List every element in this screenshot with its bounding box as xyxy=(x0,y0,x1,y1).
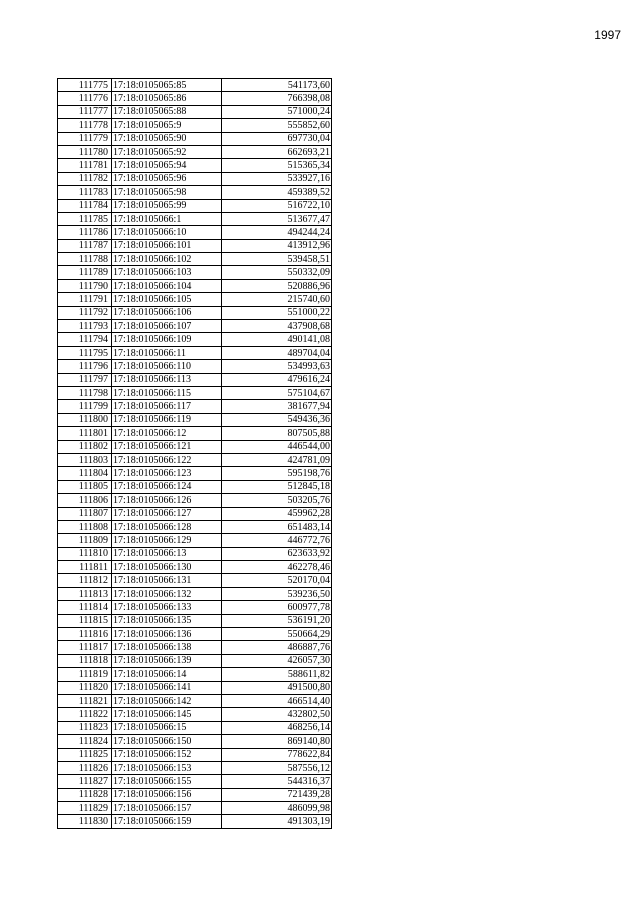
cadastral-number-cell: 17:18:0105066:14 xyxy=(112,668,222,681)
cadastral-number-cell: 17:18:0105066:129 xyxy=(112,534,222,547)
cadastral-number-cell: 17:18:0105066:155 xyxy=(112,775,222,788)
table-row xyxy=(58,413,332,426)
row-number-cell: 111787 xyxy=(58,239,112,252)
cadastral-number-cell: 17:18:0105066:102 xyxy=(112,253,222,266)
value-cell: 424781,09 xyxy=(222,453,332,466)
row-number-cell: 111824 xyxy=(58,735,112,748)
row-number-cell: 111819 xyxy=(58,668,112,681)
row-number-cell: 111817 xyxy=(58,641,112,654)
value-cell: 588611,82 xyxy=(222,668,332,681)
value-cell: 551000,22 xyxy=(222,306,332,319)
cadastral-number-cell: 17:18:0105066:139 xyxy=(112,654,222,667)
value-cell: 215740,60 xyxy=(222,293,332,306)
cadastral-number-cell: 17:18:0105066:159 xyxy=(112,815,222,828)
row-number-cell: 111830 xyxy=(58,815,112,828)
table-row xyxy=(58,266,332,279)
table-row xyxy=(58,708,332,721)
row-number-cell: 111791 xyxy=(58,293,112,306)
table-row xyxy=(58,293,332,306)
row-number-cell: 111775 xyxy=(58,79,112,92)
cadastral-number-cell: 17:18:0105065:99 xyxy=(112,199,222,212)
value-cell: 489704,04 xyxy=(222,346,332,359)
cadastral-number-cell: 17:18:0105066:123 xyxy=(112,467,222,480)
cadastral-number-cell: 17:18:0105066:152 xyxy=(112,748,222,761)
row-number-cell: 111806 xyxy=(58,494,112,507)
cadastral-number-cell: 17:18:0105066:119 xyxy=(112,413,222,426)
value-cell: 486887,76 xyxy=(222,641,332,654)
value-cell: 437908,68 xyxy=(222,320,332,333)
cadastral-number-cell: 17:18:0105066:157 xyxy=(112,802,222,815)
row-number-cell: 111779 xyxy=(58,132,112,145)
cadastral-number-cell: 17:18:0105065:96 xyxy=(112,172,222,185)
cadastral-number-cell: 17:18:0105066:124 xyxy=(112,480,222,493)
value-cell: 651483,14 xyxy=(222,520,332,533)
cadastral-number-cell: 17:18:0105066:126 xyxy=(112,494,222,507)
row-number-cell: 111792 xyxy=(58,306,112,319)
value-cell: 550664,29 xyxy=(222,628,332,641)
data-table-container xyxy=(57,78,332,829)
row-number-cell: 111798 xyxy=(58,386,112,399)
value-cell: 555852,60 xyxy=(222,119,332,132)
table-row xyxy=(58,79,332,92)
cadastral-number-cell: 17:18:0105066:145 xyxy=(112,708,222,721)
table-row xyxy=(58,453,332,466)
value-cell: 486099,98 xyxy=(222,802,332,815)
table-row xyxy=(58,373,332,386)
table-row xyxy=(58,119,332,132)
table-row xyxy=(58,628,332,641)
table-row xyxy=(58,145,332,158)
table-row xyxy=(58,507,332,520)
row-number-cell: 111802 xyxy=(58,440,112,453)
value-cell: 766398,08 xyxy=(222,92,332,105)
cadastral-number-cell: 17:18:0105065:98 xyxy=(112,186,222,199)
value-cell: 520170,04 xyxy=(222,574,332,587)
cadastral-number-cell: 17:18:0105065:94 xyxy=(112,159,222,172)
cadastral-number-cell: 17:18:0105066:153 xyxy=(112,761,222,774)
page-number: 1997 xyxy=(594,28,621,42)
row-number-cell: 111799 xyxy=(58,400,112,413)
row-number-cell: 111826 xyxy=(58,761,112,774)
row-number-cell: 111786 xyxy=(58,226,112,239)
row-number-cell: 111812 xyxy=(58,574,112,587)
table-row xyxy=(58,480,332,493)
table-row xyxy=(58,534,332,547)
table-row xyxy=(58,802,332,815)
row-number-cell: 111810 xyxy=(58,547,112,560)
table-row xyxy=(58,306,332,319)
row-number-cell: 111818 xyxy=(58,654,112,667)
row-number-cell: 111789 xyxy=(58,266,112,279)
table-row xyxy=(58,494,332,507)
value-cell: 544316,37 xyxy=(222,775,332,788)
table-row xyxy=(58,159,332,172)
value-cell: 459389,52 xyxy=(222,186,332,199)
table-row xyxy=(58,721,332,734)
row-number-cell: 111784 xyxy=(58,199,112,212)
row-number-cell: 111781 xyxy=(58,159,112,172)
table-row xyxy=(58,694,332,707)
row-number-cell: 111777 xyxy=(58,105,112,118)
cadastral-number-cell: 17:18:0105066:107 xyxy=(112,320,222,333)
table-row xyxy=(58,172,332,185)
value-cell: 490141,08 xyxy=(222,333,332,346)
table-row xyxy=(58,253,332,266)
row-number-cell: 111800 xyxy=(58,413,112,426)
row-number-cell: 111783 xyxy=(58,186,112,199)
value-cell: 662693,21 xyxy=(222,145,332,158)
cadastral-number-cell: 17:18:0105066:113 xyxy=(112,373,222,386)
value-cell: 623633,92 xyxy=(222,547,332,560)
row-number-cell: 111805 xyxy=(58,480,112,493)
table-row xyxy=(58,574,332,587)
table-row xyxy=(58,735,332,748)
row-number-cell: 111790 xyxy=(58,279,112,292)
row-number-cell: 111778 xyxy=(58,119,112,132)
row-number-cell: 111807 xyxy=(58,507,112,520)
cadastral-number-cell: 17:18:0105065:9 xyxy=(112,119,222,132)
table-row xyxy=(58,561,332,574)
table-row xyxy=(58,105,332,118)
cadastral-number-cell: 17:18:0105066:138 xyxy=(112,641,222,654)
cadastral-number-cell: 17:18:0105066:127 xyxy=(112,507,222,520)
value-cell: 575104,67 xyxy=(222,386,332,399)
value-cell: 571000,24 xyxy=(222,105,332,118)
table-row xyxy=(58,668,332,681)
row-number-cell: 111803 xyxy=(58,453,112,466)
row-number-cell: 111809 xyxy=(58,534,112,547)
cadastral-number-cell: 17:18:0105066:105 xyxy=(112,293,222,306)
value-cell: 550332,09 xyxy=(222,266,332,279)
value-cell: 536191,20 xyxy=(222,614,332,627)
cadastral-number-cell: 17:18:0105065:85 xyxy=(112,79,222,92)
table-row xyxy=(58,226,332,239)
table-row xyxy=(58,815,332,828)
cadastral-number-cell: 17:18:0105066:136 xyxy=(112,628,222,641)
table-row xyxy=(58,239,332,252)
row-number-cell: 111804 xyxy=(58,467,112,480)
value-cell: 600977,78 xyxy=(222,601,332,614)
cadastral-number-cell: 17:18:0105066:122 xyxy=(112,453,222,466)
row-number-cell: 111823 xyxy=(58,721,112,734)
value-cell: 491303,19 xyxy=(222,815,332,828)
table-row xyxy=(58,360,332,373)
cadastral-number-cell: 17:18:0105066:1 xyxy=(112,212,222,225)
table-row xyxy=(58,279,332,292)
table-row xyxy=(58,654,332,667)
value-cell: 595198,76 xyxy=(222,467,332,480)
value-cell: 413912,96 xyxy=(222,239,332,252)
table-row xyxy=(58,775,332,788)
row-number-cell: 111828 xyxy=(58,788,112,801)
value-cell: 807505,88 xyxy=(222,427,332,440)
row-number-cell: 111794 xyxy=(58,333,112,346)
row-number-cell: 111780 xyxy=(58,145,112,158)
row-number-cell: 111785 xyxy=(58,212,112,225)
row-number-cell: 111796 xyxy=(58,360,112,373)
row-number-cell: 111776 xyxy=(58,92,112,105)
cadastral-number-cell: 17:18:0105066:121 xyxy=(112,440,222,453)
cadastral-number-cell: 17:18:0105065:86 xyxy=(112,92,222,105)
value-cell: 721439,28 xyxy=(222,788,332,801)
cadastral-number-cell: 17:18:0105066:133 xyxy=(112,601,222,614)
table-row xyxy=(58,520,332,533)
table-row xyxy=(58,132,332,145)
cadastral-number-cell: 17:18:0105066:11 xyxy=(112,346,222,359)
value-cell: 587556,12 xyxy=(222,761,332,774)
value-cell: 697730,04 xyxy=(222,132,332,145)
table-row xyxy=(58,748,332,761)
cadastral-number-cell: 17:18:0105066:104 xyxy=(112,279,222,292)
cadastral-number-cell: 17:18:0105066:142 xyxy=(112,694,222,707)
value-cell: 520886,96 xyxy=(222,279,332,292)
cadastral-number-cell: 17:18:0105066:15 xyxy=(112,721,222,734)
cadastral-number-cell: 17:18:0105066:132 xyxy=(112,587,222,600)
cadastral-number-cell: 17:18:0105066:109 xyxy=(112,333,222,346)
value-cell: 539236,50 xyxy=(222,587,332,600)
row-number-cell: 111797 xyxy=(58,373,112,386)
row-number-cell: 111829 xyxy=(58,802,112,815)
table-row xyxy=(58,212,332,225)
table-row xyxy=(58,614,332,627)
table-row xyxy=(58,333,332,346)
value-cell: 479616,24 xyxy=(222,373,332,386)
value-cell: 432802,50 xyxy=(222,708,332,721)
value-cell: 533927,16 xyxy=(222,172,332,185)
cadastral-number-cell: 17:18:0105066:135 xyxy=(112,614,222,627)
table-row xyxy=(58,440,332,453)
row-number-cell: 111820 xyxy=(58,681,112,694)
row-number-cell: 111825 xyxy=(58,748,112,761)
table-row xyxy=(58,681,332,694)
value-cell: 468256,14 xyxy=(222,721,332,734)
value-cell: 446772,76 xyxy=(222,534,332,547)
row-number-cell: 111811 xyxy=(58,561,112,574)
value-cell: 503205,76 xyxy=(222,494,332,507)
row-number-cell: 111815 xyxy=(58,614,112,627)
cadastral-number-cell: 17:18:0105066:130 xyxy=(112,561,222,574)
data-table-body xyxy=(58,79,332,829)
value-cell: 549436,36 xyxy=(222,413,332,426)
cadastral-number-cell: 17:18:0105065:92 xyxy=(112,145,222,158)
value-cell: 778622,84 xyxy=(222,748,332,761)
row-number-cell: 111816 xyxy=(58,628,112,641)
row-number-cell: 111788 xyxy=(58,253,112,266)
cadastral-number-cell: 17:18:0105066:12 xyxy=(112,427,222,440)
value-cell: 513677,47 xyxy=(222,212,332,225)
table-row xyxy=(58,601,332,614)
table-row xyxy=(58,427,332,440)
data-table xyxy=(57,78,332,829)
value-cell: 516722,10 xyxy=(222,199,332,212)
value-cell: 462278,46 xyxy=(222,561,332,574)
row-number-cell: 111808 xyxy=(58,520,112,533)
value-cell: 539458,51 xyxy=(222,253,332,266)
value-cell: 466514,40 xyxy=(222,694,332,707)
row-number-cell: 111821 xyxy=(58,694,112,707)
cadastral-number-cell: 17:18:0105066:110 xyxy=(112,360,222,373)
value-cell: 534993,63 xyxy=(222,360,332,373)
cadastral-number-cell: 17:18:0105066:13 xyxy=(112,547,222,560)
table-row xyxy=(58,641,332,654)
cadastral-number-cell: 17:18:0105066:131 xyxy=(112,574,222,587)
value-cell: 541173,60 xyxy=(222,79,332,92)
cadastral-number-cell: 17:18:0105065:88 xyxy=(112,105,222,118)
table-row xyxy=(58,346,332,359)
table-row xyxy=(58,788,332,801)
value-cell: 446544,00 xyxy=(222,440,332,453)
table-row xyxy=(58,547,332,560)
row-number-cell: 111813 xyxy=(58,587,112,600)
table-row xyxy=(58,761,332,774)
cadastral-number-cell: 17:18:0105066:150 xyxy=(112,735,222,748)
table-row xyxy=(58,467,332,480)
cadastral-number-cell: 17:18:0105066:117 xyxy=(112,400,222,413)
row-number-cell: 111814 xyxy=(58,601,112,614)
cadastral-number-cell: 17:18:0105066:101 xyxy=(112,239,222,252)
table-row xyxy=(58,320,332,333)
row-number-cell: 111782 xyxy=(58,172,112,185)
value-cell: 494244,24 xyxy=(222,226,332,239)
row-number-cell: 111795 xyxy=(58,346,112,359)
cadastral-number-cell: 17:18:0105066:10 xyxy=(112,226,222,239)
value-cell: 512845,18 xyxy=(222,480,332,493)
value-cell: 426057,30 xyxy=(222,654,332,667)
row-number-cell: 111827 xyxy=(58,775,112,788)
value-cell: 869140,80 xyxy=(222,735,332,748)
cadastral-number-cell: 17:18:0105066:128 xyxy=(112,520,222,533)
table-row xyxy=(58,587,332,600)
value-cell: 459962,28 xyxy=(222,507,332,520)
table-row xyxy=(58,92,332,105)
value-cell: 515365,34 xyxy=(222,159,332,172)
cadastral-number-cell: 17:18:0105066:156 xyxy=(112,788,222,801)
cadastral-number-cell: 17:18:0105066:115 xyxy=(112,386,222,399)
value-cell: 381677,94 xyxy=(222,400,332,413)
table-row xyxy=(58,386,332,399)
table-row xyxy=(58,186,332,199)
value-cell: 491500,80 xyxy=(222,681,332,694)
row-number-cell: 111822 xyxy=(58,708,112,721)
row-number-cell: 111793 xyxy=(58,320,112,333)
table-row xyxy=(58,199,332,212)
row-number-cell: 111801 xyxy=(58,427,112,440)
table-row xyxy=(58,400,332,413)
cadastral-number-cell: 17:18:0105065:90 xyxy=(112,132,222,145)
cadastral-number-cell: 17:18:0105066:103 xyxy=(112,266,222,279)
cadastral-number-cell: 17:18:0105066:106 xyxy=(112,306,222,319)
cadastral-number-cell: 17:18:0105066:141 xyxy=(112,681,222,694)
